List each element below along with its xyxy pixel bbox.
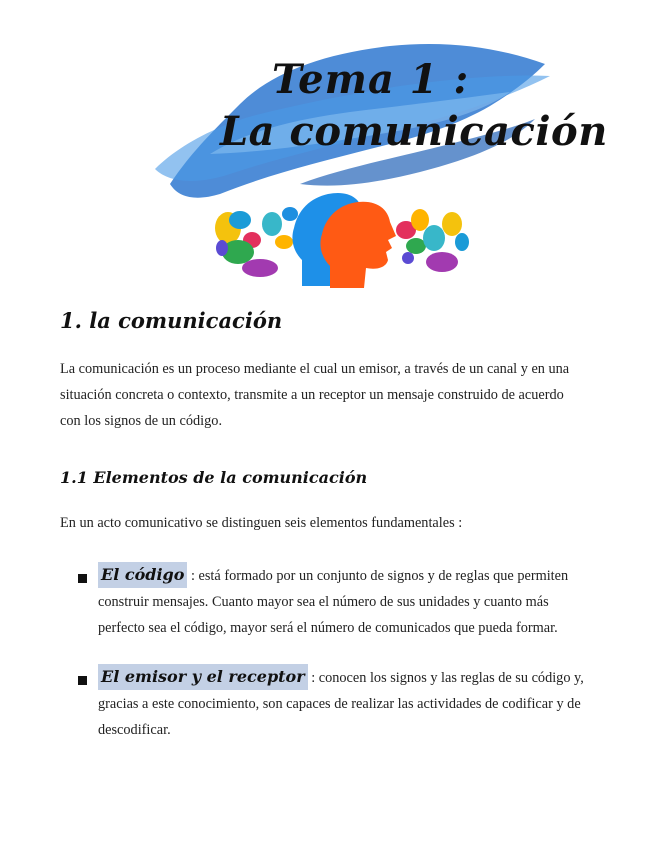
page-title-line1: Tema 1 : xyxy=(272,56,470,103)
list-item-body xyxy=(98,562,598,641)
section-heading-comunicacion: 1. la comunicación xyxy=(60,308,283,333)
section-heading-elementos: 1.1 Elementos de la comunicación xyxy=(60,468,368,487)
page-title-line2: La comunicación xyxy=(220,108,608,155)
elements-intro-paragraph: En un acto comunicativo se distinguen seis elementos fundamentales : xyxy=(60,515,463,531)
highlighted-term: El código xyxy=(98,562,187,588)
list-item-text: : conocen los signos y las reglas de su código y, gracias a este conocimiento, son capaces de realizar las actividades de codificar y de descodificar. xyxy=(98,670,584,738)
square-bullet-icon xyxy=(78,676,87,685)
talking-heads-illustration xyxy=(210,190,472,290)
definition-paragraph: La comunicación es un proceso mediante el cual un emisor, a través de un canal y en una situación concreta o contexto, transmite a un receptor un mensaje construido de acuerdo con los signos de un código. xyxy=(60,361,570,429)
highlighted-term: El emisor y el receptor xyxy=(98,664,308,690)
list-item-body xyxy=(98,664,598,743)
square-bullet-icon xyxy=(78,574,87,583)
list-item-text: : está formado por un conjunto de signos y de reglas que permiten construir mensajes. Cuanto mayor sea el número de sus unidades y cuanto más perfecto sea el código, mayor será el número de comunicados que pueda formar. xyxy=(98,568,569,636)
